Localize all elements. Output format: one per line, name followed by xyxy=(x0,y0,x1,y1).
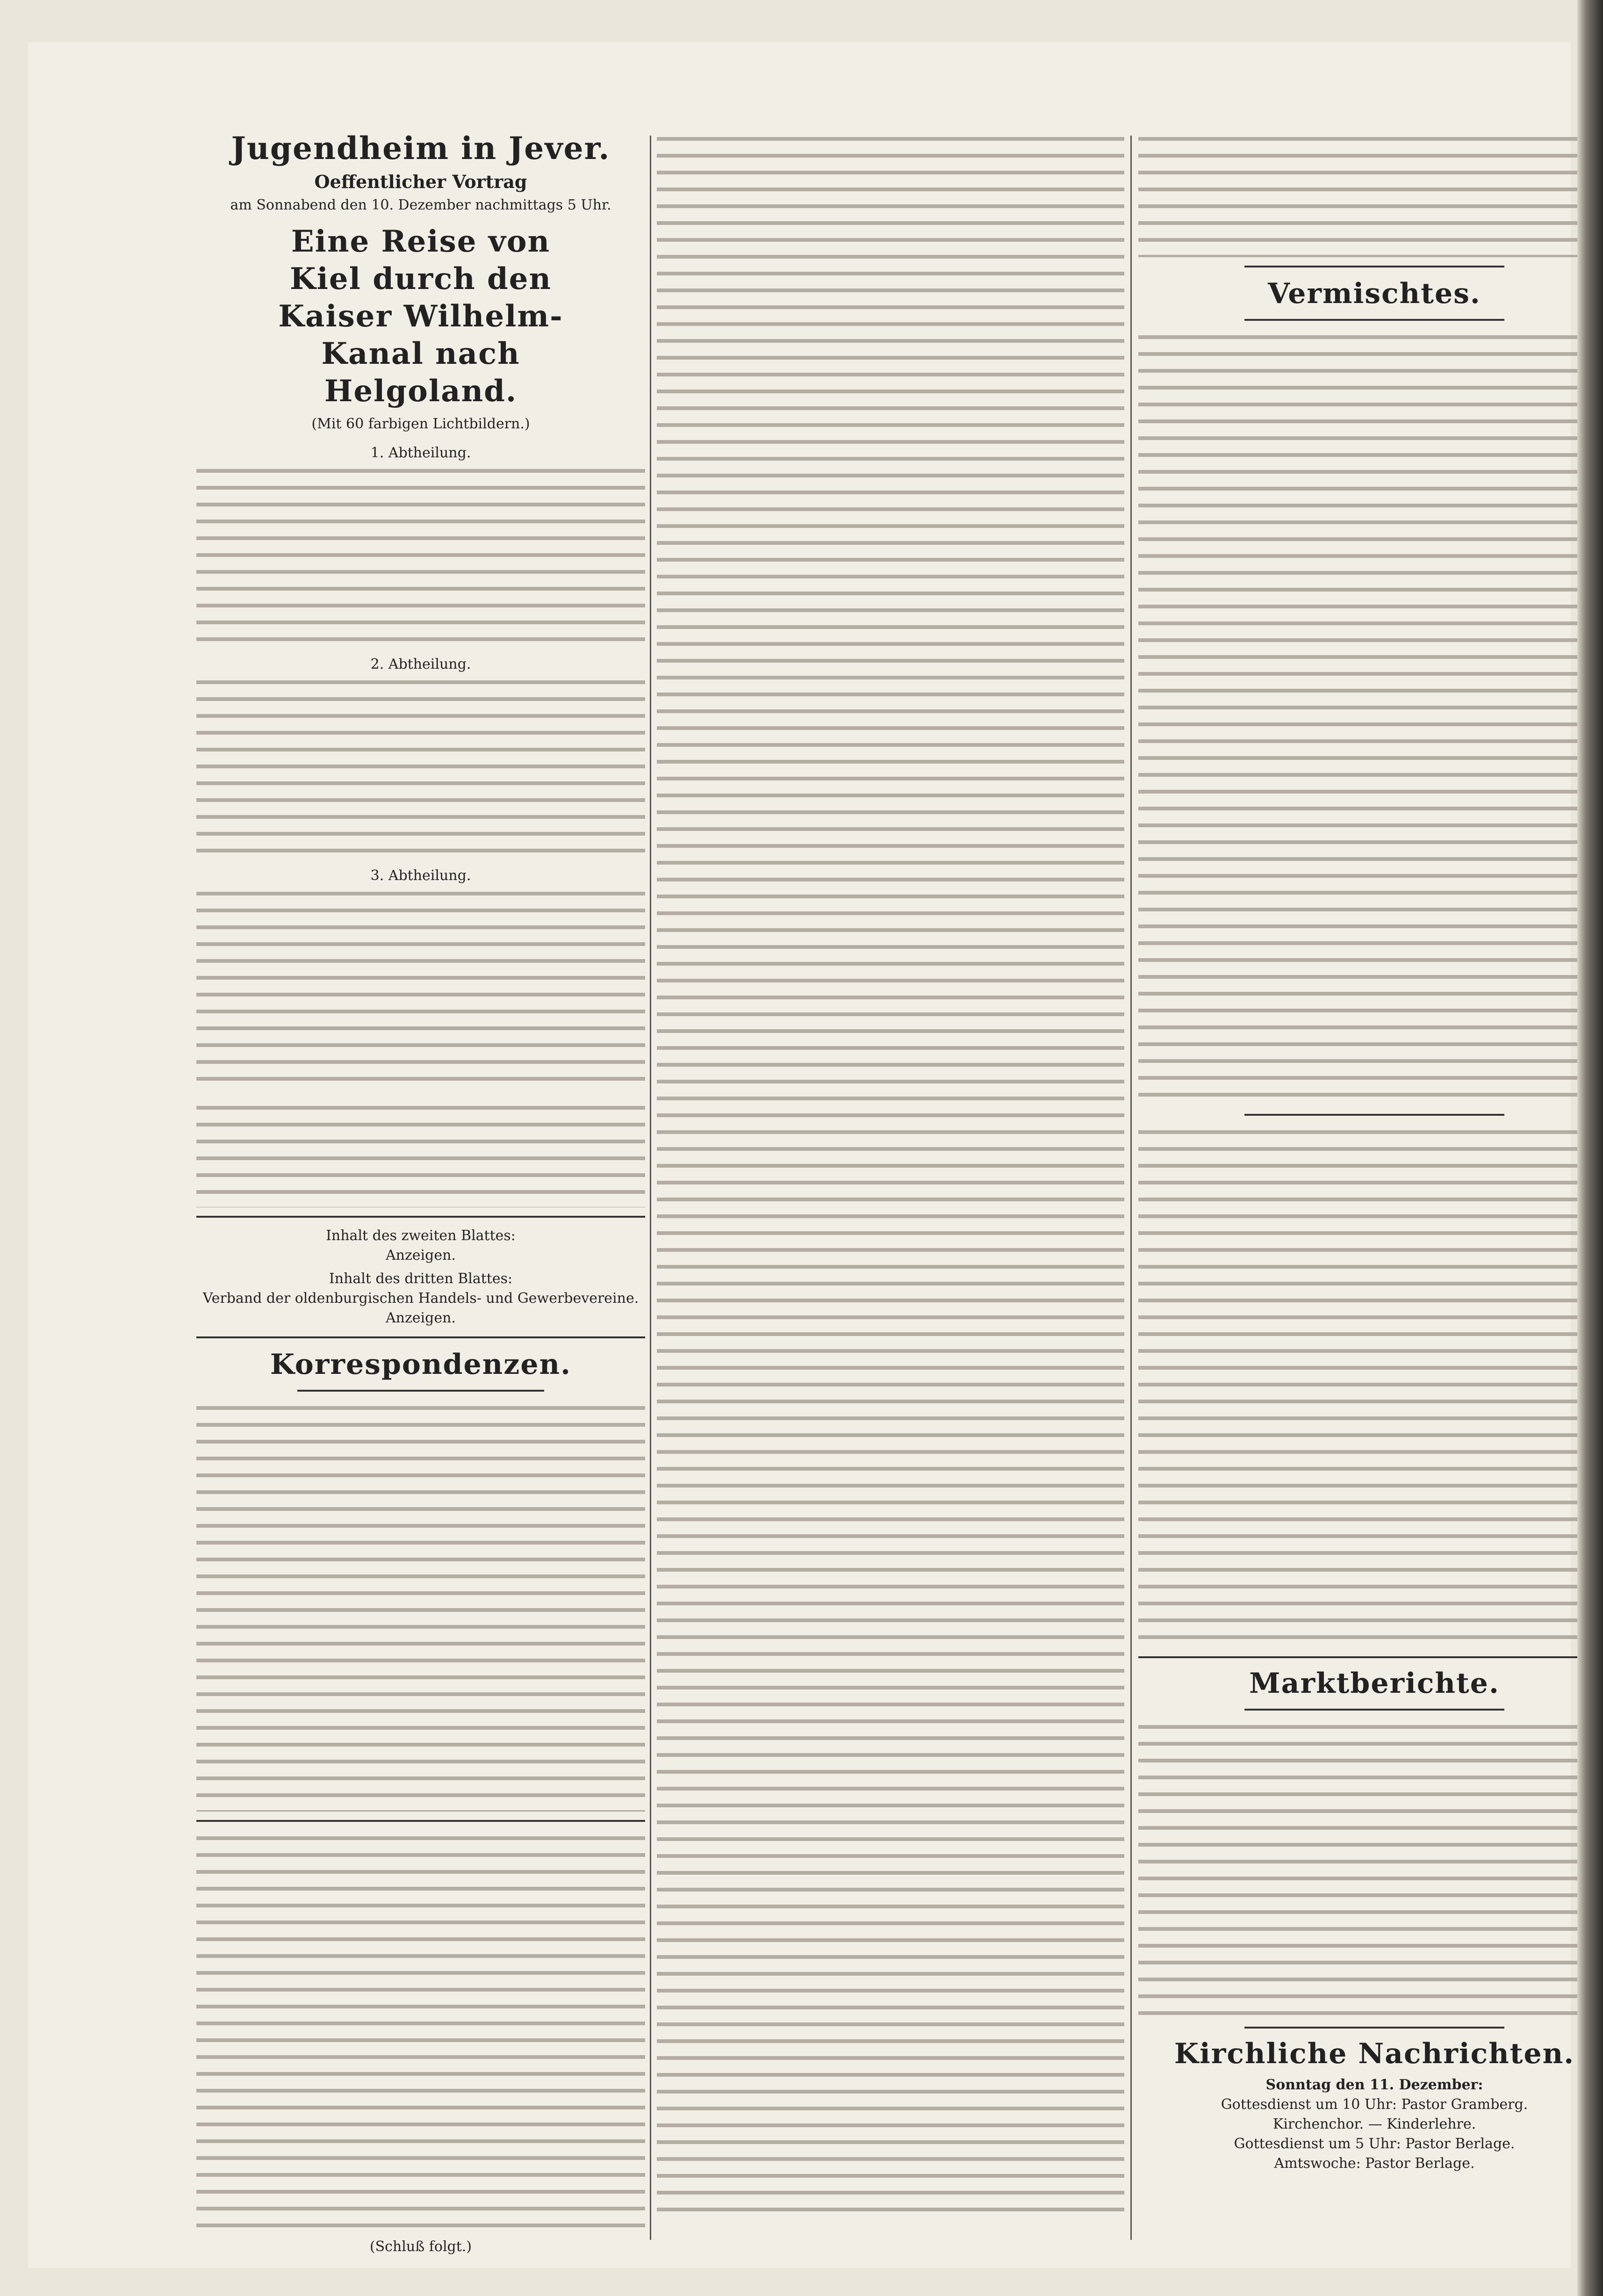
newspaper-page xyxy=(28,42,1575,2268)
section-1-heading: 1. Abtheilung. xyxy=(370,444,471,461)
correspondence-jever-text xyxy=(196,1400,645,1812)
divider xyxy=(1244,1709,1504,1711)
divider xyxy=(1138,1656,1603,1658)
section-2-heading: 2. Abtheilung. xyxy=(370,656,471,672)
marktberichte-heading: Marktberichte. xyxy=(1249,1667,1500,1700)
section-3-heading: 3. Abtheilung. xyxy=(370,867,471,884)
feldmarschall-text xyxy=(1138,1124,1603,1648)
column-rule xyxy=(1130,136,1132,2240)
lecture-subheading: Oeffentlicher Vortrag xyxy=(314,171,527,192)
section-3-text xyxy=(196,886,645,1091)
contents-3-heading: Inhalt des dritten Blattes: xyxy=(329,1270,513,1287)
divider xyxy=(196,1820,645,1822)
lecture-note: (Mit 60 farbigen Lichtbildern.) xyxy=(311,416,530,433)
lecture-date: am Sonnabend den 10. Dezember nachmittags 5 Uhr. xyxy=(230,196,611,213)
divider xyxy=(196,1216,645,1218)
correspondence-heading: Korrespondenzen. xyxy=(270,1348,572,1381)
bremen-news-text xyxy=(1138,131,1603,257)
jugendheim-heading: Jugendheim in Jever. xyxy=(231,130,611,166)
divider xyxy=(1244,1114,1504,1116)
admission-text xyxy=(196,1100,645,1207)
kirchliche-line-4: Amtswoche: Pastor Berlage. xyxy=(1274,2155,1475,2172)
vermischtes-heading: Vermischtes. xyxy=(1268,277,1481,310)
kirchliche-line-3: Gottesdienst um 5 Uhr: Pastor Berlage. xyxy=(1234,2136,1515,2152)
lecture-title: Eine Reise von Kiel durch den Kaiser Wilhelm-Kanal nach Helgoland. xyxy=(278,224,563,409)
continued-note: (Schluß folgt.) xyxy=(369,2238,472,2255)
contents-2-item: Anzeigen. xyxy=(386,1247,456,1264)
divider xyxy=(1244,319,1504,321)
correspondence-continued-text xyxy=(657,131,1124,2217)
divider xyxy=(297,1390,544,1392)
page-edge-shadow xyxy=(1577,0,1603,2296)
section-2-text xyxy=(196,674,645,861)
column-rule xyxy=(650,136,651,2240)
column-middle xyxy=(657,42,1124,2240)
kirchliche-line-2: Kirchenchor. — Kinderlehre. xyxy=(1272,2116,1476,2132)
column-left xyxy=(196,42,645,2255)
contents-2-heading: Inhalt des zweiten Blattes: xyxy=(326,1227,516,1244)
section-1-text xyxy=(196,463,645,650)
kirchliche-heading: Kirchliche Nachrichten. xyxy=(1174,2037,1575,2070)
serial-story-text xyxy=(196,1830,645,2237)
divider xyxy=(196,1336,645,1338)
contents-3-item-2: Anzeigen. xyxy=(386,1309,456,1326)
marktberichte-text xyxy=(1138,1719,1603,2018)
kirchliche-line-1: Gottesdienst um 10 Uhr: Pastor Gramberg. xyxy=(1221,2096,1528,2113)
kirchliche-date: Sonntag den 11. Dezember: xyxy=(1265,2077,1483,2093)
column-right xyxy=(1138,42,1603,2240)
divider xyxy=(1244,2027,1504,2029)
vermischtes-text xyxy=(1138,329,1603,1105)
divider xyxy=(1244,266,1504,267)
contents-3-item: Verband der oldenburgischen Handels- und Gewerbevereine. xyxy=(202,1290,639,1307)
